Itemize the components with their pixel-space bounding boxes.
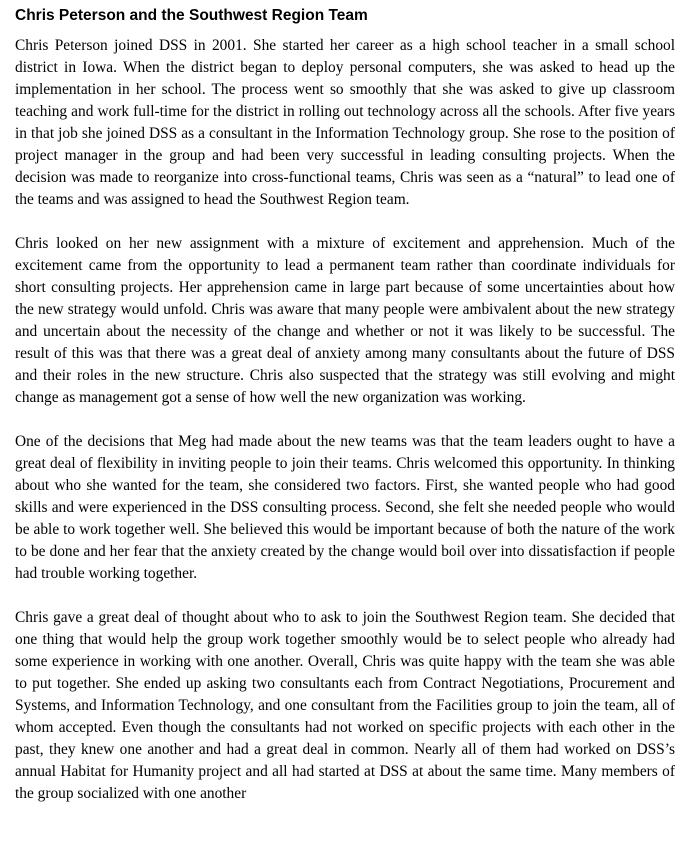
paragraph-team-selection-factors: One of the decisions that Meg had made about the new teams was that the team leaders ought to have a great deal of flexibility in inviting people to join their teams. Chris welcomed this opportunity. In thinking about who she wanted for the team, she considered two factors. First, she wanted people who had good skills and were experienced in the DSS consulting process. Second, she felt she needed people who would be able to work together well. She believed this would be important because of both the nature of the work to be done and her fear that the anxiety created by the change would boil over into dissatisfaction if people had trouble working together.: [15, 433, 675, 582]
paragraph-team-composition: Chris gave a great deal of thought about who to ask to join the Southwest Region team. She decided that one thing that would help the group work together smoothly would be to select people who already had some experience in working with one another. Overall, Chris was quite happy with the team she was able to put together. She ended up asking two consultants each from Contract Negotiations, Procurement and Systems, and Information Technology, and one consultant from the Facilities group to join the team, all of whom accepted. Even though the consultants had not worked on specific projects with each other in the past, they knew one another and had a great deal in common. Nearly all of them had worked on DSS’s annual Habitat for Humanity project and all had started at DSS at about the same time. Many members of the group socialized with one another: [15, 609, 675, 802]
paragraph-chris-background: Chris Peterson joined DSS in 2001. She started her career as a high school teacher in a small school district in Iowa. When the district began to deploy personal computers, she was asked to head up the implementation in her school. The process went so smoothly that she was asked to give up classroom teaching and work full-time for the district in rolling out technology across all the schools. After five years in that job she joined DSS as a consultant in the Information Technology group. She rose to the position of project manager in the group and had been very successful in leading consulting projects. When the decision was made to reorganize into cross-functional teams, Chris was seen as a “natural” to lead one of the teams and was assigned to head the Southwest Region team.: [15, 37, 675, 208]
document-page: [15, 6, 675, 805]
paragraph-new-assignment: Chris looked on her new assignment with a mixture of excitement and apprehension. Much of the excitement came from the opportunity to lead a permanent team rather than coordinate individuals for short consulting projects. Her apprehension came in large part because of some uncertainties about how the new strategy would unfold. Chris was aware that many people were ambivalent about the new strategy and uncertain about the necessity of the change and whether or not it was likely to be successful. The result of this was that there was a great deal of anxiety among many consultants about the future of DSS and their roles in the new structure. Chris also suspected that the strategy was still evolving and might change as management got a sense of how well the new organization was working.: [15, 235, 675, 406]
section-heading: Chris Peterson and the Southwest Region Team: [15, 7, 368, 24]
